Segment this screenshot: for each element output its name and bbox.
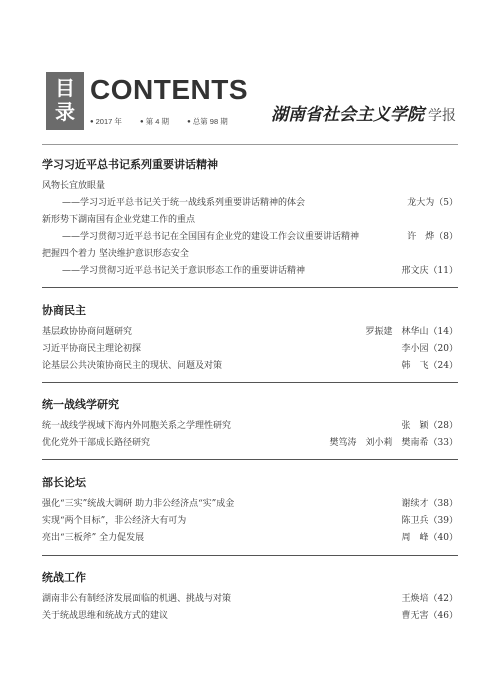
section-title: 部长论坛 (42, 476, 86, 489)
toc-entry[interactable]: 实现“两个目标”，非公经济大有可为 陈卫兵（39） (42, 516, 458, 526)
contents-heading: CONTENTS (90, 74, 248, 105)
toc-entry[interactable]: 习近平协商民主理论初探 李小园（20） (42, 344, 458, 354)
section-divider (42, 459, 458, 460)
section-title: 学习习近平总书记系列重要讲话精神 (42, 158, 218, 171)
journal-name: 湖南省社会主义学院 (271, 105, 424, 125)
mulu-badge: 目录 (46, 72, 84, 130)
toc-entry[interactable]: 把握四个着力 坚决维护意识形态安全 (42, 249, 189, 259)
section-title: 统一战线学研究 (42, 398, 119, 411)
section-consultative-democracy (42, 302, 458, 375)
toc-entry[interactable]: 强化“三实”统战大调研 助力非公经济点“实”成金 谢续才（38） (42, 499, 458, 509)
section-xi-speech (42, 156, 458, 280)
issue-number: ● 第 4 期 (140, 117, 169, 126)
toc-entry[interactable]: 基层政协协商问题研究 罗振建 林华山（14） (42, 327, 458, 337)
section-divider (42, 287, 458, 288)
toc-entry[interactable]: ——学习贯彻习近平总书记关于意识形态工作的重要讲话精神 邢文庆（11） (62, 266, 458, 276)
toc-entry[interactable]: ——学习贯彻习近平总书记在全国国有企业党的建设工作会议重要讲话精神 许 烨（8） (62, 232, 458, 242)
section-title: 协商民主 (42, 304, 86, 317)
section-united-front-work (42, 569, 458, 625)
section-title: 统战工作 (42, 571, 86, 584)
toc-entry[interactable]: 优化党外干部成长路径研究 樊笃涛 刘小莉 樊南希（33） (42, 438, 458, 448)
issue-total: ● 总第 98 期 (187, 117, 228, 126)
toc-entry[interactable]: 论基层公共决策协商民主的现状、问题及对策 韩 飞（24） (42, 361, 458, 371)
section-divider (42, 555, 458, 556)
journal-sub: 学报 (428, 108, 456, 124)
section-minister-forum (42, 474, 458, 547)
section-united-front-studies (42, 396, 458, 452)
toc-entry[interactable]: ——学习习近平总书记关于统一战线系列重要讲话精神的体会 龙大为（5） (62, 198, 458, 208)
toc-entry[interactable]: 统一战线学视域下海内外同胞关系之学理性研究 张 颖（28） (42, 421, 458, 431)
journal-title (271, 100, 456, 125)
toc-entry[interactable]: 湖南非公有制经济发展面临的机遇、挑战与对策 王焕培（42） (42, 594, 458, 604)
toc-entry[interactable]: 关于统战思维和统战方式的建议 曹无害（46） (42, 611, 458, 621)
masthead (46, 72, 456, 132)
toc-entry[interactable]: 新形势下湖南国有企业党建工作的重点 (42, 215, 196, 225)
header-rule (42, 144, 458, 145)
issue-year: ● 2017 年 (90, 117, 122, 126)
section-divider (42, 382, 458, 383)
toc-entry[interactable]: 亮出“三板斧” 全力促发展 周 峰（40） (42, 533, 458, 543)
issue-meta (90, 116, 244, 127)
toc-entry[interactable]: 风物长宜放眼量 (42, 181, 106, 191)
